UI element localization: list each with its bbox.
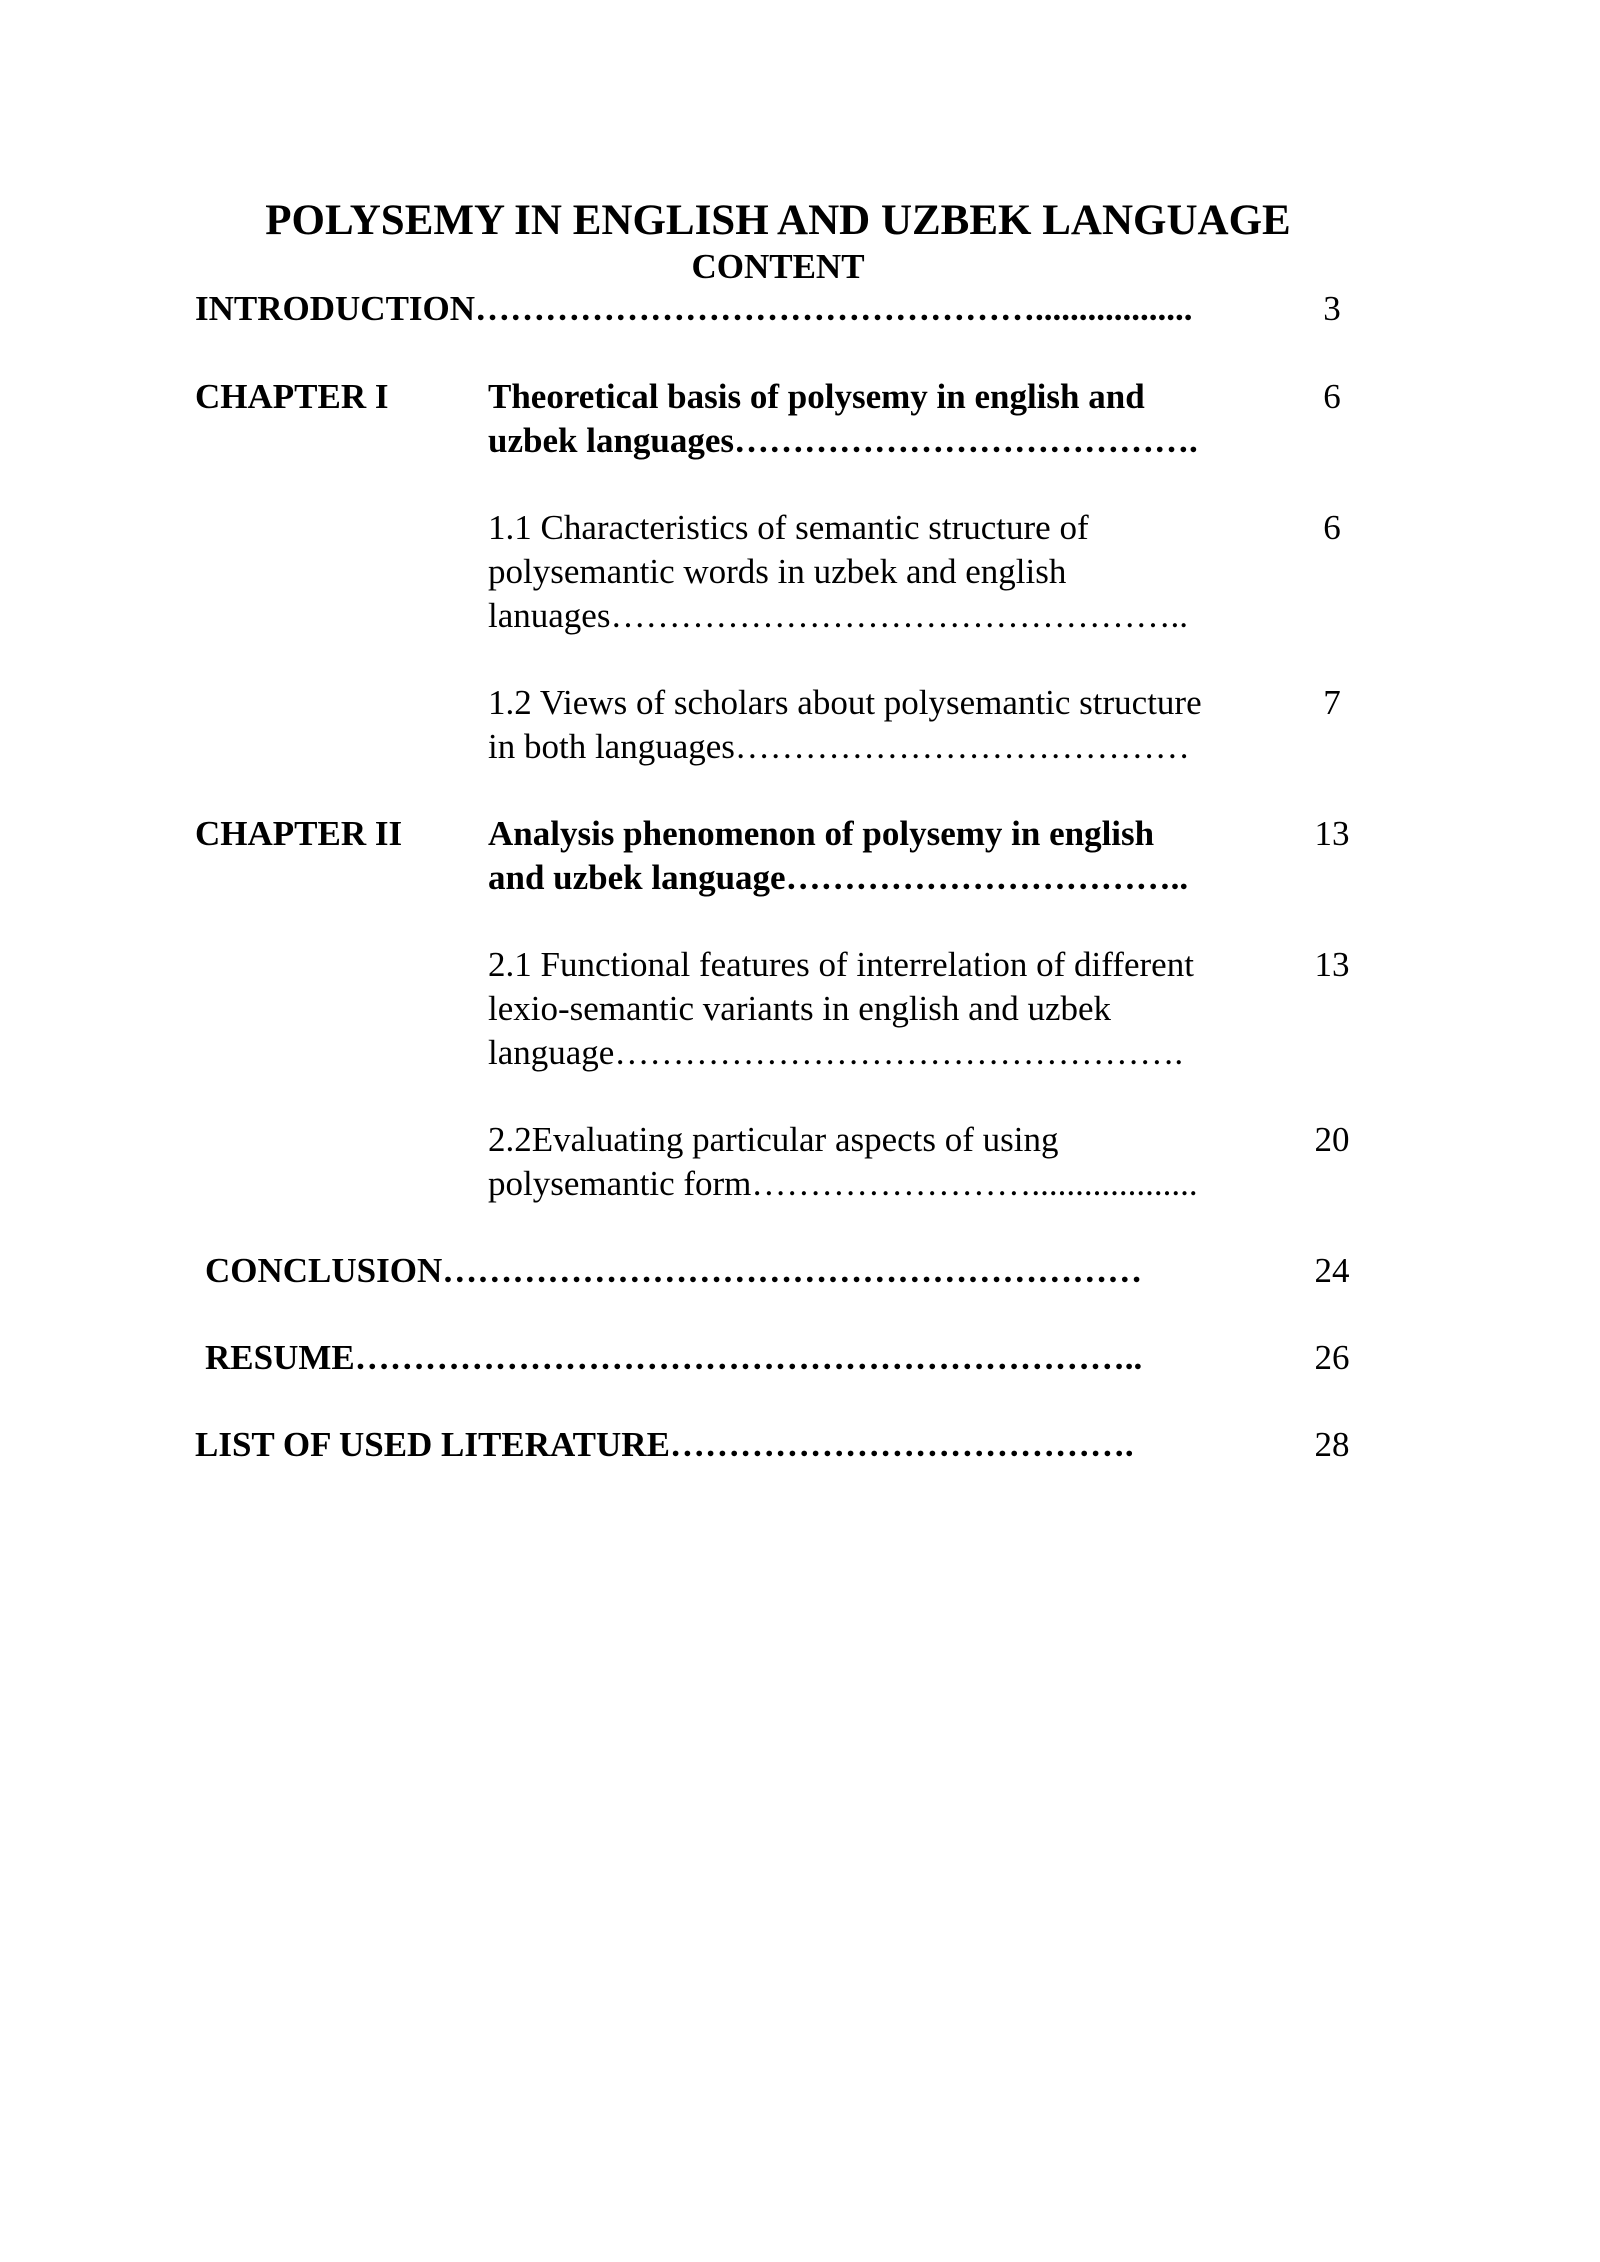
toc-chapter2-page: 13 [1314,814,1350,853]
toc-section-2-2-page: 20 [1314,1120,1350,1159]
toc-literature: LIST OF USED LITERATURE…………………………………. [195,1425,1134,1464]
toc-chapter1-title-line1: Theoretical basis of polysemy in english and [488,377,1145,416]
toc-section-1-2-line1: 1.2 Views of scholars about polysemantic structure [488,683,1202,722]
toc-section-2-1-page: 13 [1314,945,1350,984]
toc-chapter2-label: CHAPTER II [195,814,403,853]
toc-introduction-page: 3 [1323,289,1341,328]
toc-chapter1-label: CHAPTER I [195,377,389,416]
toc-literature-page: 28 [1314,1425,1350,1464]
toc-section-1-1-line1: 1.1 Characteristics of semantic structure of [488,508,1089,547]
toc-introduction: INTRODUCTION………………………………………….................. [195,289,1193,328]
toc-chapter2-title-line1: Analysis phenomenon of polysemy in english [488,814,1155,853]
toc-section-1-2-line2: in both languages………………………………… [488,727,1190,766]
toc-conclusion: CONCLUSION…………………………………………………… [205,1251,1143,1290]
contents-heading: CONTENT [691,247,865,286]
toc-section-2-2-line1: 2.2Evaluating particular aspects of using [488,1120,1059,1159]
document-title: POLYSEMY IN ENGLISH AND UZBEK LANGUAGE [265,197,1291,244]
toc-section-1-1-page: 6 [1323,508,1341,547]
toc-section-2-1-line2: lexio-semantic variants in english and uzbek [488,989,1112,1028]
toc-section-2-1-line1: 2.1 Functional features of interrelation of different [488,945,1194,984]
toc-section-1-1-line2: polysemantic words in uzbek and english [488,552,1067,591]
toc-conclusion-page: 24 [1314,1251,1350,1290]
toc-chapter2-title-line2: and uzbek language…………………………….. [488,858,1189,897]
toc-chapter1-title-line2: uzbek languages…………………………………. [488,421,1198,460]
toc-section-2-2-line2: polysemantic form……………………................... [488,1164,1198,1203]
toc-section-2-1-line3: language…………………………………………. [488,1033,1184,1072]
toc-resume: RESUME………………………………………………………….. [205,1338,1143,1377]
toc-resume-page: 26 [1314,1338,1350,1377]
toc-section-1-2-page: 7 [1323,683,1341,722]
toc-chapter1-page: 6 [1323,377,1341,416]
toc-section-1-1-line3: lanuages………………………………………….. [488,596,1188,635]
